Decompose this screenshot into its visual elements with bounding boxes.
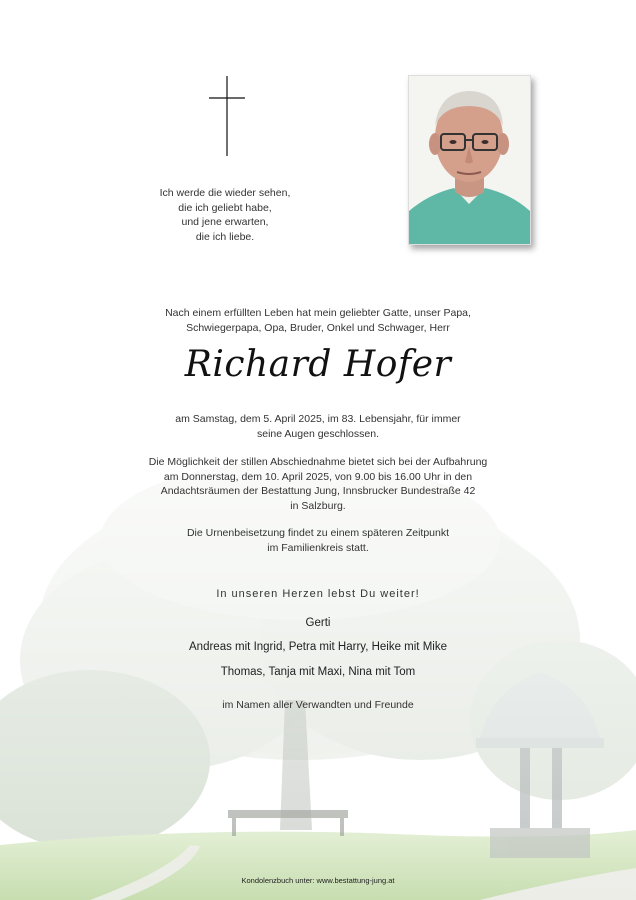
viewing-line: am Donnerstag, dem 10. April 2025, von 9.00 bis 16.00 Uhr in den <box>163 470 473 483</box>
viewing-line: Die Möglichkeit der stillen Abschiednahme bietet sich bei der Aufbahrung <box>148 456 488 468</box>
burial-line: Die Urnenbeisetzung findet zu einem späteren Zeitpunkt <box>186 527 450 539</box>
quote-line: und jene erwarten, <box>181 216 269 228</box>
intro-text <box>80 306 556 335</box>
death-notice-line: am Samstag, dem 5. April 2025, im 83. Lebensjahr, für immer <box>175 413 461 425</box>
condolence-link[interactable]: www.bestattung-jung.at <box>316 876 395 885</box>
burial-line: im Familienkreis statt. <box>267 541 369 554</box>
condolence-footer <box>80 876 556 885</box>
burial-info <box>80 526 556 555</box>
deceased-name: Richard Hofer <box>184 344 452 385</box>
viewing-info <box>80 455 556 513</box>
portrait-photo <box>408 75 531 245</box>
death-notice <box>80 412 556 441</box>
memorial-quote <box>120 186 330 244</box>
intro-line: Nach einem erfüllten Leben hat mein geliebter Gatte, unser Papa, <box>165 307 471 319</box>
death-notice-line: seine Augen geschlossen. <box>256 427 379 440</box>
quote-line: Ich werde die wieder sehen, <box>159 187 291 199</box>
viewing-line: in Salzburg. <box>290 499 346 512</box>
quote-line: die ich geliebt habe, <box>178 201 272 214</box>
family-relatives: im Namen aller Verwandten und Freunde <box>222 699 414 711</box>
quote-line: die ich liebe. <box>195 230 255 243</box>
intro-line: Schwiegerpapa, Opa, Bruder, Onkel und Schwager, Herr <box>186 321 450 334</box>
condolence-label: Kondolenzbuch unter: <box>241 876 315 885</box>
portrait-illustration <box>409 76 530 244</box>
family-wife: Gerti <box>305 617 331 629</box>
memorial-motto: In unseren Herzen lebst Du weiter! <box>216 588 420 600</box>
family-children-1: Andreas mit Ingrid, Petra mit Harry, Heike mit Mike <box>189 641 447 653</box>
family-children-2: Thomas, Tanja mit Maxi, Nina mit Tom <box>220 666 416 678</box>
latin-cross-icon <box>209 76 245 156</box>
viewing-line: Andachtsräumen der Bestattung Jung, Innsbrucker Bundestraße 42 <box>160 485 476 497</box>
